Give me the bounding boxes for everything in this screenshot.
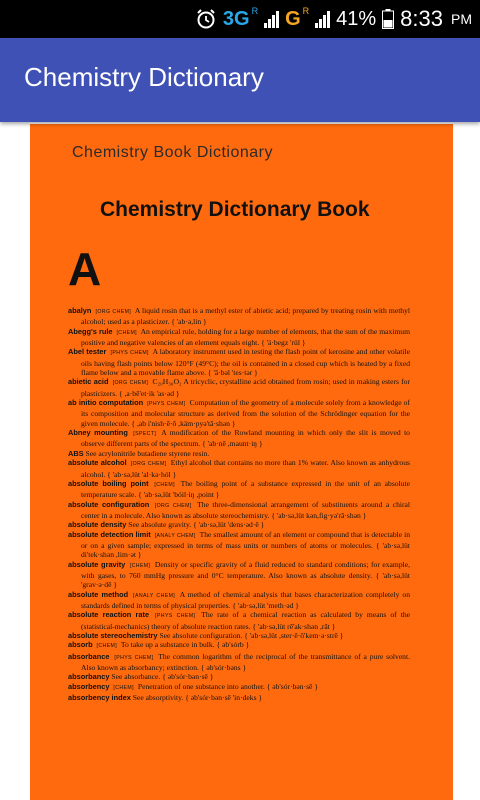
entry-term: abalyn <box>68 306 92 315</box>
entry-category: [ANALY CHEM] <box>154 532 196 539</box>
clock-ampm: PM <box>451 11 472 27</box>
entry-category: [PHYS CHEM] <box>114 654 154 661</box>
signal-bars-2-icon <box>315 10 330 28</box>
dictionary-entry <box>68 652 410 673</box>
entry-term: absolute stereochemistry <box>68 631 158 640</box>
entry-term: Abel tester <box>68 347 107 357</box>
entry-category: [PHYS CHEM] <box>155 613 196 620</box>
entry-term: absolute method <box>68 589 129 599</box>
entry-definition: A modification of the Rowland mounting in which only the slit is moved to observe different parts of the spectrum. { 'ab·nē ,maunt·iŋ } <box>81 428 410 449</box>
battery-icon <box>382 9 394 29</box>
entry-category: [CHEM] <box>129 562 151 569</box>
roaming-indicator-1: R <box>251 6 259 16</box>
dictionary-entry <box>68 428 410 449</box>
entry-definition: An empirical rule, holding for a large number of elements, that the sum of the maximum positive and negative valencies of an element equals eight. { 'ä·begz 'rül } <box>81 326 410 348</box>
entry-definition: A method of chemical analysis that bases characterization completely on standards defined in terms of physical properties. { 'ab·sə,lüt 'meth·əd } <box>81 589 410 610</box>
entry-definition: See absorptivity. { əb'sór·bən·sē 'in·deks } <box>132 693 263 703</box>
entry-category: [CHEM] <box>96 643 118 650</box>
battery-percent: 41% <box>336 7 377 30</box>
entry-definition: See absolute configuration. { 'ab·sə,lüt ,ster·ē·ō'kem·ə·strē } <box>159 631 344 640</box>
dictionary-entry <box>68 590 410 611</box>
entry-term: absorbance <box>68 651 110 661</box>
entry-definition: Penetration of one substance into another. { əb'sór·bən·sē } <box>137 681 318 691</box>
entry-category: [CHEM] <box>116 329 138 336</box>
entry-definition: See acrylonitrile butadiene styrene resin. <box>85 448 210 458</box>
entry-category: [PHYS CHEM] <box>147 401 186 408</box>
entry-definition: Density or specific gravity of a fluid reduced to standard conditions; for example, with gases, to 760 mmHg pressure and 0°C temperature. Also known as absolute density. { 'ab·sə,lüt 'grav·ə·dē } <box>81 559 410 590</box>
status-bar <box>0 0 480 38</box>
section-letter: A <box>68 243 102 295</box>
entry-definition: C₂₀H₃₀O₂ A tricyclic, crystalline acid obtained from rosin; used in making esters for plasticizers. { ,a·bē'et·ik 'as·əd } <box>81 377 410 398</box>
dictionary-entry <box>68 306 410 327</box>
dictionary-entry <box>68 610 410 631</box>
dictionary-entry <box>68 327 410 348</box>
network-3g-label: 3G <box>222 7 250 30</box>
entry-term: absorbency <box>68 681 110 691</box>
dictionary-entry <box>68 479 410 500</box>
entry-definition: See absorbance. { əb'sór·bən·sē } <box>111 672 214 682</box>
dictionary-entry <box>68 693 410 702</box>
dictionary-entry <box>68 672 410 681</box>
alarm-icon <box>195 8 217 30</box>
entry-definition: Computation of the geometry of a molecule solely from a knowledge of its composition and molecular structure as derived from the solution of the Schrödinger equation for the given molecule. { ,ab i'nish·ē·ō ,käm·pyə'tā·shən } <box>81 398 410 428</box>
entry-term: absorb <box>68 640 93 650</box>
clock-time: 8:33 <box>400 6 443 31</box>
book-subtitle: Chemistry Book Dictionary <box>72 144 273 161</box>
entry-term: absolute density <box>68 520 127 530</box>
entry-term: absolute boiling point <box>68 478 149 488</box>
dictionary-entry <box>68 520 410 529</box>
dictionary-entry <box>68 449 410 458</box>
entry-definition: The common logarithm of the reciprocal of the transmittance of a pure solvent. Also known as absorbancy; extinction. { əb'sór·bəns } <box>81 651 410 673</box>
signal-bars-icon <box>264 10 279 28</box>
entry-term: Abegg's rule <box>68 326 113 336</box>
entry-category: [CHEM] <box>113 684 134 691</box>
dictionary-entry <box>68 560 410 590</box>
entry-category: [CHEM] <box>154 481 175 488</box>
book-title: Chemistry Dictionary Book <box>100 198 370 221</box>
entry-category: [ORG CHEM] <box>130 461 167 468</box>
entry-term: absorbency index <box>68 693 131 703</box>
entry-definition: The rate of a chemical reaction as calculated by means of the (statistical-mechanics) theory of absolute reaction rates. { 'ab·sə,lüt rē'ak·shən ,rāt } <box>81 610 410 631</box>
entry-category: [ORG CHEM] <box>154 502 192 509</box>
entry-category: [ANALY CHEM] <box>133 592 176 599</box>
entry-term: absolute alcohol <box>68 458 127 468</box>
entry-definition: See absolute gravity. { 'ab·sə,lüt 'dens·əd·ē } <box>128 520 265 530</box>
dictionary-entry <box>68 500 410 521</box>
entry-definition: A laboratory instrument used in testing the flash point of kerosine and other volatile oils having flash points below 120°F (49°C); the oil is contained in a closed cup which is heated by a fixed flame below and a movable flame above. { 'ā·bəl 'tes·tər } <box>81 347 410 378</box>
dictionary-entry <box>68 530 410 560</box>
entry-term: absolute gravity <box>68 559 126 569</box>
entry-category: [PHYS CHEM] <box>110 350 149 357</box>
network-g-label: G <box>285 7 301 30</box>
entry-definition: The three-dimensional arrangement of substituents around a chiral center in a molecule. Also known as absolute stereochemistry. { 'ab·sə,lüt kən,fig·yə'rā·shən } <box>81 499 410 520</box>
entry-definition: The smallest amount of an element or compound that is detectable in or on a given sample; expressed in terms of mass units or numbers of atoms or molecules. { 'ab·sə,lüt di'tek·shən ,lim·ət } <box>81 529 410 560</box>
roaming-indicator-2: R <box>302 6 310 16</box>
entry-term: absolute configuration <box>68 499 150 509</box>
entry-term: absolute reaction rate <box>68 610 150 620</box>
entry-term: absorbancy <box>68 672 110 682</box>
entry-category: [ORG CHEM] <box>95 309 132 315</box>
entry-definition: Ethyl alcohol that contains no more than 1% water. Also known as anhydrous alcohol. { 'ab·sə,lüt 'al·kə·hól } <box>81 458 410 479</box>
entry-term: ab initio computation <box>68 398 144 408</box>
entry-term: absolute detection limit <box>68 529 151 539</box>
status-icons <box>195 0 472 38</box>
dictionary-entry <box>68 398 410 428</box>
dictionary-entry <box>68 377 410 398</box>
entry-term: ABS <box>68 448 84 458</box>
dictionary-entries <box>68 306 410 702</box>
entry-definition: A liquid rosin that is a methyl ester of abietic acid; prepared by treating rosin with methyl alcohol; used as a plasticizer. { 'ab·ə,lin } <box>81 306 411 327</box>
entry-term: Abney mounting <box>68 428 128 438</box>
app-title: Chemistry Dictionary <box>24 62 264 92</box>
entry-category: [ORG CHEM] <box>112 380 149 387</box>
entry-definition: The boiling point of a substance expressed in the unit of an absolute temperature scale. { 'ab·sə,lüt 'bóil·iŋ ,point } <box>81 478 410 500</box>
dictionary-entry <box>68 631 410 640</box>
dictionary-entry <box>68 347 410 377</box>
entry-category: [SPECT] <box>133 431 157 438</box>
dictionary-entry <box>68 640 410 651</box>
entry-term: abietic acid <box>68 377 109 387</box>
book-page[interactable] <box>30 124 453 800</box>
entry-definition: To take up a substance in bulk. { əb'sórb } <box>120 640 250 650</box>
dictionary-entry <box>68 682 410 693</box>
app-bar <box>0 38 480 122</box>
dictionary-entry <box>68 458 410 479</box>
